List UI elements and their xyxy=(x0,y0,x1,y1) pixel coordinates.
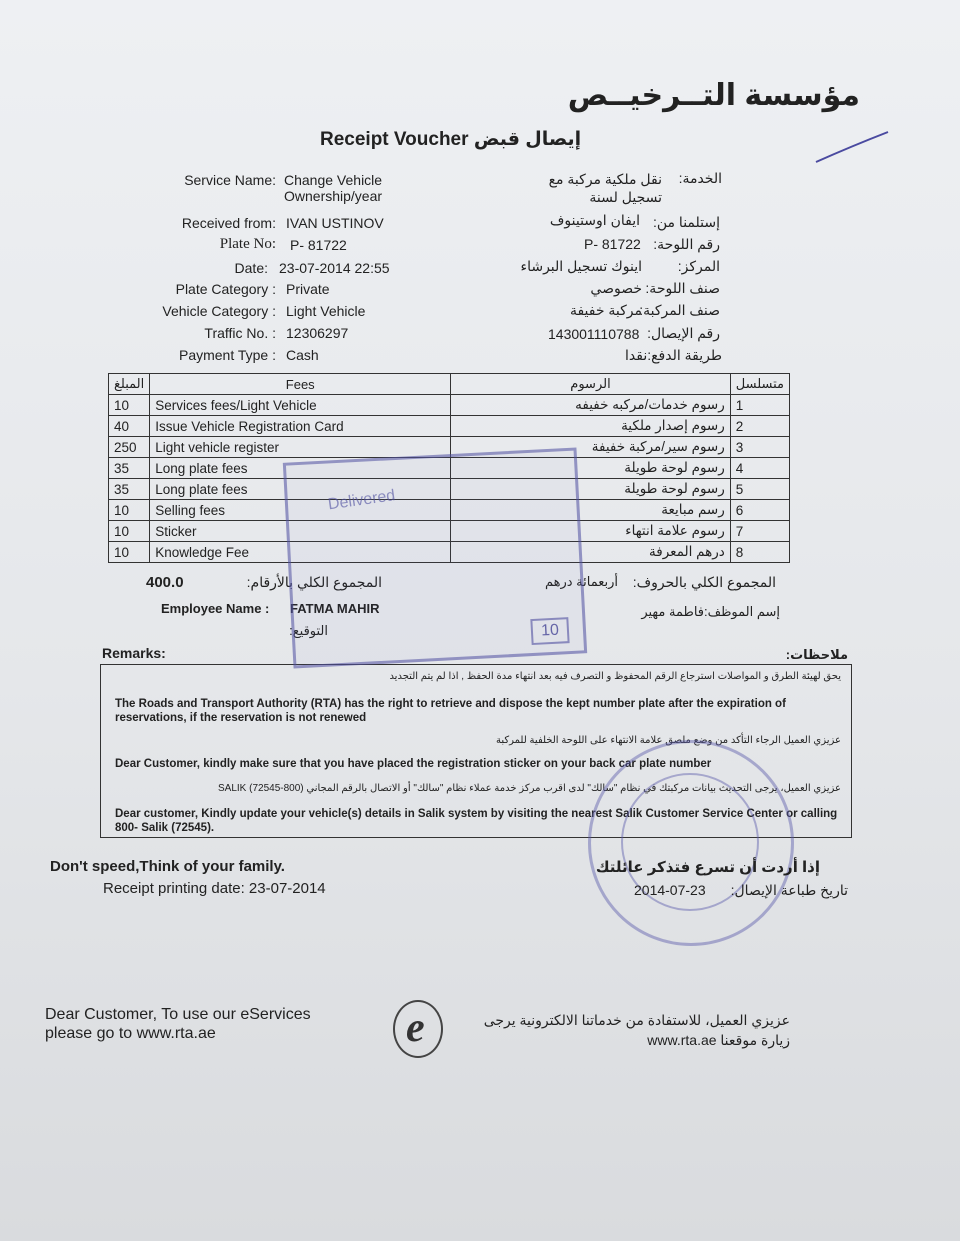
total-label-ar: المجموع الكلي بالأرقام: xyxy=(246,574,382,590)
row-seq: 4 xyxy=(730,458,789,479)
row-fee-en: Services fees/Light Vehicle xyxy=(150,395,451,416)
row-fee-ar: رسوم سير/مركبة خفيفة xyxy=(451,437,731,458)
row-seq: 5 xyxy=(730,479,789,500)
vehicle-category-label: Vehicle Category : xyxy=(162,303,276,319)
eservices-ar-line1: عزيزي العميل، للاستفادة من خدماتنا الالكترونية يرجى xyxy=(483,1012,790,1028)
row-seq: 6 xyxy=(730,500,789,521)
stamp-text: Delivered xyxy=(326,487,397,514)
vehicle-category-value: Light Vehicle xyxy=(286,303,366,319)
row-fee-en: Long plate fees xyxy=(150,458,451,479)
row-seq: 3 xyxy=(730,437,789,458)
row-fee-ar: رسوم خدمات/مركبه خفيفه xyxy=(451,395,731,416)
received-label: Received from: xyxy=(181,215,276,231)
print-date-value-ar: 2014-07-23 xyxy=(634,882,706,898)
organization-name: مؤسسة التــرخيــص xyxy=(567,79,860,112)
total-words-value-ar: أربعمائة درهم xyxy=(544,574,618,589)
table-row xyxy=(109,416,790,437)
received-value: IVAN USTINOV xyxy=(286,215,384,231)
row-amount: 10 xyxy=(109,521,150,542)
signature-label-ar: التوقيع: xyxy=(289,623,328,638)
eservices-en-line1: Dear Customer, To use our eServices xyxy=(45,1006,311,1023)
table-row xyxy=(109,395,790,416)
remark-2-en: Dear Customer, kindly make sure that you have placed the registration sticker on your back car plate number xyxy=(115,758,712,770)
eservices-ar-line2: زيارة موقعنا www.rta.ae xyxy=(647,1032,790,1048)
title-en: Receipt Voucher xyxy=(320,129,469,150)
amount-header: المبلغ xyxy=(109,374,150,395)
row-seq: 8 xyxy=(730,542,789,563)
plate-category-value-ar: خصوصي xyxy=(590,280,642,296)
row-amount: 10 xyxy=(109,500,150,521)
row-seq: 1 xyxy=(730,395,789,416)
plate-category-label-ar: صنف اللوحة: xyxy=(645,280,720,296)
row-amount: 35 xyxy=(109,479,150,500)
payment-type-value: Cash xyxy=(286,347,319,363)
row-seq: 7 xyxy=(730,521,789,542)
logo-letter: e xyxy=(406,1005,425,1051)
row-seq: 2 xyxy=(730,416,789,437)
payment-type-label-ar: طريقة الدفع:نقدا xyxy=(625,347,722,363)
fees-table-header xyxy=(109,374,790,395)
row-amount: 250 xyxy=(109,437,150,458)
row-fee-ar: رسوم لوحة طويلة xyxy=(451,458,731,479)
remark-3-ar: عزيزي العميل، يرجى التحديث بيانات مركبتك في نظام "سالك" لدى اقرب مركز خدمة عملاء نظام "سالك" أو الاتصال بالرقم المجاني (SALIK (72545-800 xyxy=(217,783,841,794)
page-title xyxy=(320,128,581,151)
row-fee-en: Light vehicle register xyxy=(150,437,451,458)
round-seal-icon xyxy=(588,740,794,946)
plate-category-label: Plate Category : xyxy=(175,281,276,297)
employee-value-ar: فاطمة مهير xyxy=(641,604,704,619)
pen-mark-icon xyxy=(812,128,892,168)
service-value: Change Vehicle Ownership/year xyxy=(284,172,383,204)
service-label-ar: الخدمة: xyxy=(678,170,722,186)
print-date-label-ar: تاريخ طباعة الإيصال: xyxy=(730,882,848,898)
date-value: 23-07-2014 22:55 xyxy=(279,260,390,276)
remark-3-en: Dear customer, Kindly update your vehicle(s) details in Salik system by visiting the nearest Salik Customer Service Center or calling 800- Salik (72545). xyxy=(115,808,838,834)
employee-value: FATMA MAHIR xyxy=(290,601,380,616)
plate-label: Plate No: xyxy=(219,236,276,252)
row-fee-en: Issue Vehicle Registration Card xyxy=(150,416,451,437)
plate-label-ar: رقم اللوحة: xyxy=(653,236,720,252)
eservices-logo-icon xyxy=(393,1000,443,1058)
total-words-label-ar: المجموع الكلي بالحروف: xyxy=(632,574,776,590)
row-amount: 40 xyxy=(109,416,150,437)
row-fee-ar: درهم المعرفة xyxy=(451,542,731,563)
remarks-label: Remarks: xyxy=(102,645,166,661)
slogan-en: Don't speed,Think of your family. xyxy=(50,858,285,875)
fees-ar-header: الرسوم xyxy=(451,374,731,395)
row-amount: 10 xyxy=(109,542,150,563)
vehicle-category-label-ar: صنف المركبة: xyxy=(639,302,720,318)
remarks-label-ar: ملاحظات: xyxy=(785,647,848,662)
plate-value-ar: P- 81722 xyxy=(584,236,641,252)
vehicle-category-value-ar: مركبة خفيفة xyxy=(569,302,642,318)
remark-1-en: The Roads and Transport Authority (RTA) has the right to retrieve and dispose the kept number plate after the expiration of reservations, if the reservation is not renewed xyxy=(115,698,786,724)
row-amount: 35 xyxy=(109,458,150,479)
eservices-en-line2: please go to www.rta.ae xyxy=(45,1025,216,1042)
payment-type-label: Payment Type : xyxy=(178,347,276,363)
traffic-number-label: Traffic No. : xyxy=(204,325,276,341)
row-fee-ar: رسوم علامة انتهاء xyxy=(451,521,731,542)
row-fee-ar: رسوم إصدار ملكية xyxy=(451,416,731,437)
traffic-number-value: 12306297 xyxy=(286,325,349,341)
center-value-ar: اينوك تسجيل البرشاء xyxy=(520,258,642,274)
service-value-ar: نقل ملكية مركبة مع تسجيل لسنة xyxy=(548,171,662,205)
plate-category-value: Private xyxy=(286,281,330,297)
delivered-stamp xyxy=(283,447,587,668)
title-ar: إيصال قبض xyxy=(473,129,582,150)
print-date-en: Receipt printing date: 23-07-2014 xyxy=(103,880,326,897)
stamp-number: 10 xyxy=(531,617,570,645)
plate-value: P- 81722 xyxy=(290,237,347,253)
slogan-ar: إذا أردت أن تسرع فتذكر عائلتك xyxy=(595,859,820,876)
date-label: Date: xyxy=(234,260,268,276)
seq-header: متسلسل xyxy=(730,374,789,395)
received-label-ar: إستلمنا من: xyxy=(653,214,720,230)
row-amount: 10 xyxy=(109,395,150,416)
employee-label-ar: إسم الموظف: xyxy=(704,604,780,619)
service-label: Service Name: xyxy=(184,172,276,188)
employee-label: Employee Name : xyxy=(161,601,270,616)
remark-2-ar: عزيزي العميل الرجاء التأكد من وضع ملصق علامة الانتهاء على اللوحة الخلفية للمركبة xyxy=(495,735,841,746)
row-fee-en: Knowledge Fee xyxy=(150,542,451,563)
row-fee-en: Sticker xyxy=(150,521,451,542)
fees-en-header: Fees xyxy=(150,374,451,395)
received-value-ar: ايفان اوستينوف xyxy=(549,212,640,228)
center-label-ar: المركز: xyxy=(677,258,720,274)
row-fee-ar: رسم مبايعة xyxy=(451,500,731,521)
row-fee-en: Selling fees xyxy=(150,500,451,521)
receipt-number-value: 143001110788 xyxy=(548,326,640,342)
row-fee-ar: رسوم لوحة طويلة xyxy=(451,479,731,500)
receipt-number-label-ar: رقم الإيصال: xyxy=(647,325,720,341)
total-amount: 400.0 xyxy=(146,574,184,591)
row-fee-en: Long plate fees xyxy=(150,479,451,500)
remark-1-ar: يحق لهيئة الطرق و المواصلات استرجاع الرقم المحفوظ و التصرف فيه بعد انتهاء مدة الحفظ , اذا لم يتم التجديد xyxy=(389,671,841,682)
